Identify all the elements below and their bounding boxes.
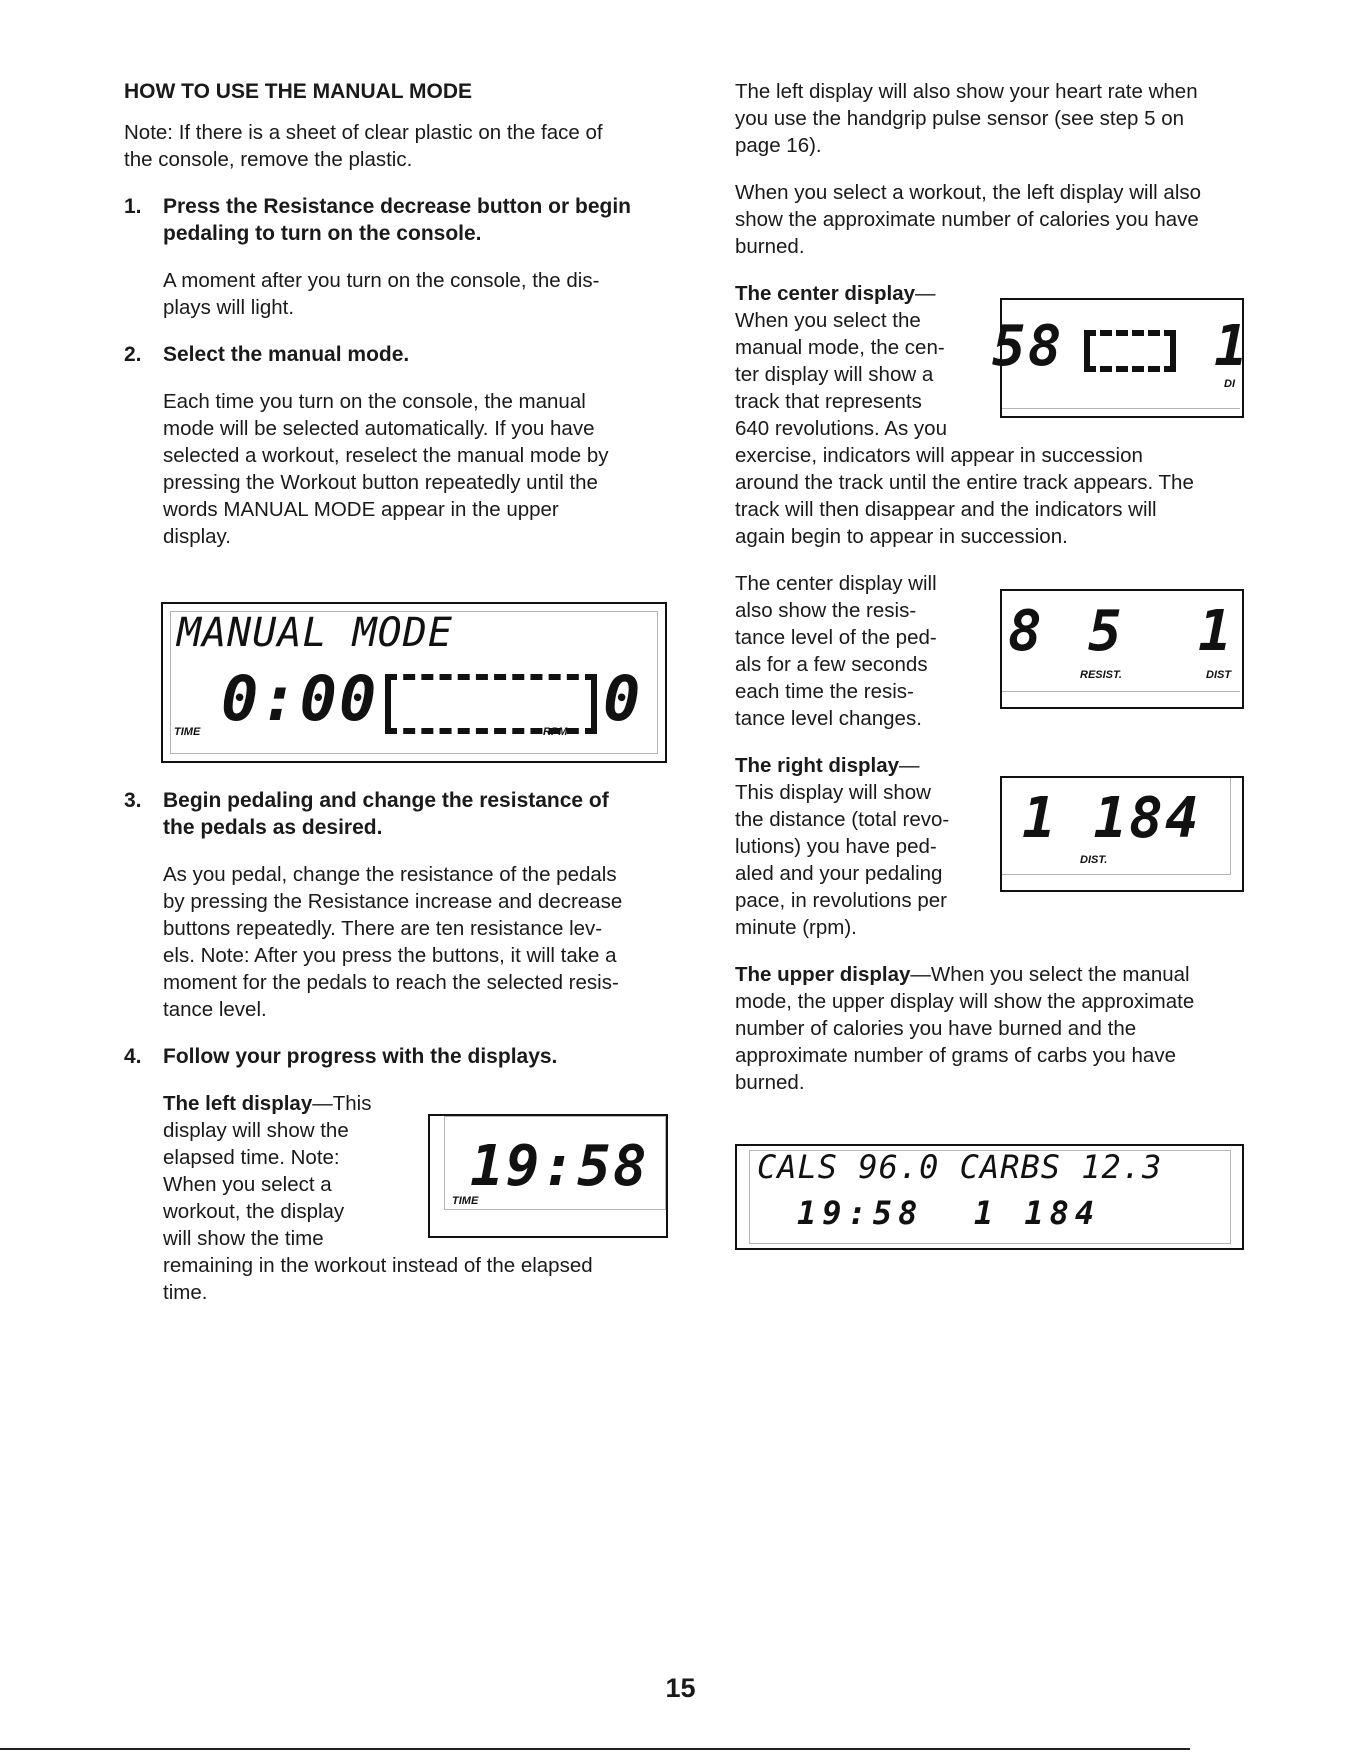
page-number: 15 [665,1673,696,1703]
resist-left-digit: 8 [1008,599,1044,664]
note-line: Note: If there is a sheet of clear plastic on the face of [124,121,603,144]
right-display-term: The right display [735,754,900,777]
left-column [124,78,672,550]
section-heading: HOW TO USE THE MANUAL MODE [124,80,473,103]
rpm-label: RPM [543,726,568,738]
bottom-rule [0,1748,1190,1750]
step-1-title: 1. Press the Resistance decrease button or begin pedaling to turn on the console. [124,195,631,245]
left-display-term: The left display [163,1092,313,1115]
step-2-body: Each time you turn on the console, the manual mode will be selected automatically. If you have selected a workout, reselect the manual mode by pressing the Workout button repeatedly until the words MANUAL MODE appear in the upper display. [163,390,609,548]
manual-mode-display [161,602,667,763]
dist-label: DIST [1206,669,1232,681]
right-distance-display [1000,776,1244,892]
right-column: The left display will also show your heart rate when you use the handgrip pulse sensor (see step 5 on page 16). When you select a workout, the left display will also show the approximate number of calories you have burned. The center display— When you select the manual mode, the cen- ter display will show a track that represents 640 revolutions. As you exercise, indicators will appear in succession around the track until the entire track appears. The track will then disappear and the indicators will again begin to appear in succession. The center display will also show the resis- tance level of the ped- als for a few seconds each time the resis- tance level changes. The right display— This display will show the distance (total revo- lutions) you have ped- aled and your pedaling pace, in revolutions per minute (rpm). The upper display—When you select the manual mode, the upper display will show the approximate number of calories you have burned and the approximate number of grams of carbs you have burned. [735,80,1202,1094]
resist-label: RESIST. [1080,669,1122,681]
center-display [992,298,1250,418]
step-1-body: A moment after you turn on the console, the dis- plays will light. [163,269,600,319]
center-display-track [1084,330,1176,372]
step-2-title: 2. Select the manual mode. [124,343,410,366]
display-rpm-digit: 0 [603,662,643,735]
upper-display-term: The upper display [735,963,911,986]
display-top-text: MANUAL MODE [177,610,453,656]
upper-display [735,1144,1244,1250]
resist-mid-digit: 5 [1088,599,1124,664]
left-display-digits: 19:58 [470,1134,649,1199]
left-time-display [428,1114,668,1238]
left-display-time-label: TIME [452,1195,479,1207]
upper-display-row2: 19:58 1 184 [797,1194,1101,1232]
resist-right-digit: 1 [1198,599,1234,664]
note-line: the console, remove the plastic. [124,148,413,171]
step-3-body: As you pedal, change the resistance of the pedals by pressing the Resistance increase and decrease buttons repeatedly. There are ten resistance lev- els. Note: After you press the buttons, it will take a moment for the pedals to reach the selected resis- tance level. [163,863,623,1021]
resistance-display [1000,589,1244,709]
center-display-digits: 58 [992,314,1064,379]
center-display-right-digit: 1 [1214,314,1250,379]
right-display-dist-label: DIST. [1080,854,1108,866]
center-display-label: DI [1224,378,1235,390]
right-display-digits: 1 184 [1022,786,1201,851]
upper-display-row1: CALS 96.0 CARBS 12.3 [757,1148,1163,1186]
step-4-body: The left display—This display will show the elapsed time. Note: When you select a workout, the display will show the time remaining in the workout instead of the elapsed time. [163,1092,593,1304]
display-track [385,674,597,734]
step-4-title: 4. Follow your progress with the displays. [124,1045,558,1068]
step-3-title: 3. Begin pedaling and change the resistance of the pedals as desired. [124,789,609,839]
center-display-term: The center display [735,282,916,305]
display-time-digits: 0:00 [221,662,379,735]
time-label: TIME [174,726,201,738]
